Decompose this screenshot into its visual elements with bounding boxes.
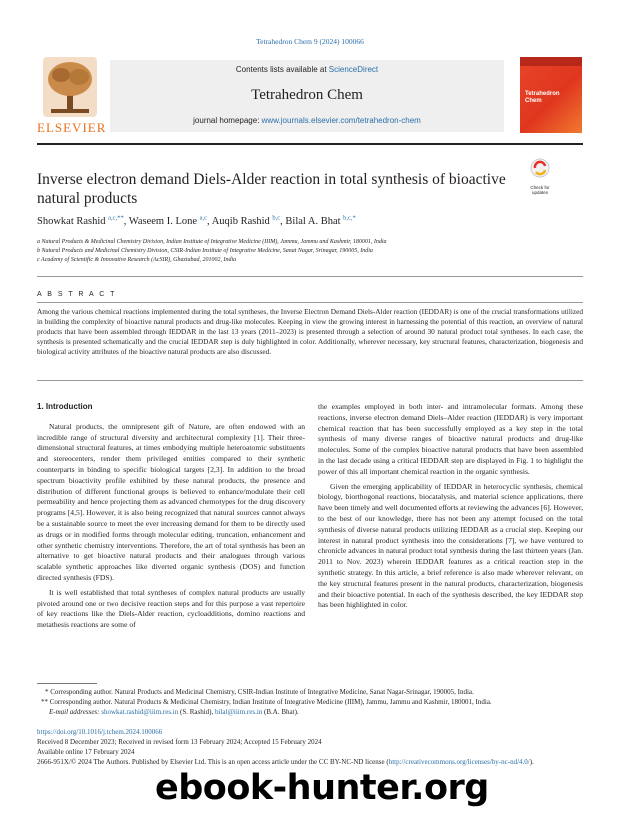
author-separator: , [280,215,286,227]
contents-prefix: Contents lists available at [235,65,327,74]
publisher-name: ELSEVIER [37,120,107,135]
footnote-2: ** Corresponding author. Natural Products & Medicinal Chemistry, Indian Institute of Integrative Medicine (IIIM), Jammu, Jammu and Kashmir, 180001, India. [41,698,492,706]
author-name: Showkat Rashid [37,215,106,227]
paragraph: It is well established that total syntheses of complex natural products are usually pivoted around one or two decisive reaction steps and for this purpose a vast repertoire of key reactions like the Diels-Alder reaction, cycloadditions, domino reactions and metathesis reactions are some of [37,587,305,630]
check-updates-icon [526,158,554,180]
homepage-line [110,116,504,125]
paragraph: Given the emerging applicability of IEDDAR in heterocyclic synthesis, chemical biology, biorthogonal reactions, biocatalysis, and material science applications, there have been timely and well documented efforts at reviewing the advances [6]. However, to the best of our knowledge, there has not been any attempt focused on the total synthesis of diverse natural products utilizing IEDDAR as a crucial step. Keeping our interest in natural product synthesis into the considerations [7], we have ventured to chronicle advances in natural product total synthesis during the last thirteen years (Jan. 2011 to Nov. 2023) wherein IEDDAR features as a critical reaction step in the synthetic strategy. In this article, a brief reference is also made wherever relevant, on the key structural features present in the natural products, characterization, biogenesis and their bioactive potential. In each of the synthesis described, the key IEDDAR step has been highlighted in color. [318,481,583,610]
watermark: ebook-hunter.org [155,768,489,808]
cover-title [525,91,560,105]
license-prefix: 2666-951X/© 2024 The Authors. Published by Elsevier Ltd. This is an open access article under the CC BY-NC-ND license ( [37,758,389,766]
footnote-1: * Corresponding author. Natural Products and Medicinal Chemistry, CSIR-Indian Institute of Integrative Medicine, Sanat Nagar-Srinagar, 190005, India. [45,688,474,696]
available-date: Available online 17 February 2024 [37,748,135,756]
author-separator: , [123,215,129,227]
license-link[interactable]: http://creativecommons.org/licenses/by-nc-nd/4.0/ [388,758,530,766]
email-link-1[interactable]: showkat.rashid@iiim.res.in [101,708,179,716]
affiliation-c: c Academy of Scientific & Innovative Research (AcSIR), Ghaziabad, 201002, India [37,257,237,263]
abstract-heading: A B S T R A C T [37,291,117,298]
footnote-rule [37,683,97,684]
article-metadata [37,727,583,767]
author-affil-marks[interactable]: b,c,* [343,214,356,221]
cover-title-line2: Chem [525,98,542,104]
check-updates-line2: updates [531,190,548,195]
footnotes [37,687,583,717]
section-heading: 1. Introduction [37,402,93,411]
check-updates-line1: Check for [530,185,550,190]
article-title: Inverse electron demand Diels-Alder reaction in total synthesis of bioactive natural products [37,171,506,207]
author-name: Waseem I. Lone [128,215,198,227]
author-separator: , [207,215,212,227]
author-affil-marks[interactable]: a,c,** [108,214,124,221]
sciencedirect-link[interactable]: ScienceDirect [328,65,379,74]
journal-masthead [110,60,504,132]
abstract-text: Among the various chemical reactions implemented during the total syntheses, the Inverse Electron Demand Diels-Alder reaction (IEDDAR) is one of the crucial transformations utilized in building the complexity of bioactive natural products and drug-like molecules. Keeping in view the growing interest in harnessing the potential of this reaction, an overview of natural products that have been assembled through IEDDAR in the last 13 years (2011–2023) is presented through a selection of around 30 natural product total syntheses. In each case, the synthesis is presented schematically and the crucial IEDDAR step is duly highlighted in color. Additionally, wherever necessary, key structural features, characterization, biogenesis and biological activity attributes of the bioactive natural products are also discussed. [37,307,583,356]
elsevier-logo[interactable] [37,57,107,135]
homepage-link[interactable]: www.journals.elsevier.com/tetrahedron-chem [261,116,421,125]
journal-cover-thumbnail[interactable] [520,57,582,133]
author-affil-marks[interactable]: a,c [199,214,208,221]
affiliation-a: a Natural Products & Medicinal Chemistry Division, Indian Institute of Integrative Medicine (IIIM), Jammu, Jammu and Kashmir, 180001, India [37,239,387,245]
email-label: E-mail addresses: [49,708,100,716]
email-link-2[interactable]: bilal@iiim.res.in [215,708,263,716]
affiliation-rule [37,276,583,277]
journal-title: Tetrahedron Chem [251,87,363,103]
license-line [37,757,583,767]
email-owner-2: (B.A. Bhat). [264,708,299,716]
header-rule [37,143,583,145]
cover-title-line1: Tetrahedron [525,91,560,97]
author-name: Bilal A. Bhat [285,215,341,227]
affiliation-b: b Natural Products and Medicinal Chemistry Division, CSIR-Indian Institute of Integrative Medicine, Sanat Nagar, Srinagar, 190005, India [37,248,373,254]
abstract-rule-top [37,302,583,303]
received-dates: Received 8 December 2023; Received in revised form 13 February 2024; Accepted 15 February 2024 [37,738,322,746]
body-column-right [318,402,583,611]
author-2[interactable] [129,216,212,227]
author-name: Auqib Rashid [211,215,270,227]
email-owner-1: (S. Rashid), [180,708,214,716]
email-line [37,707,583,717]
author-3[interactable] [212,216,286,227]
author-affil-marks[interactable]: b,c [272,214,281,221]
check-for-updates-button[interactable] [526,158,554,195]
elsevier-tree-icon [43,57,97,117]
author-list [37,214,583,227]
paragraph: Natural products, the omnipresent gift of Nature, are often endowed with an incredible range of structural diversity and architectural complexity [1]. Their three-dimensional structural features, at times embodying multiple heteroatomic substituents and stereocenters, render them privileged entities compared to their synthetic counterparts in binding to specific biological targets [2,3]. In addition to the broad spectrum bioactivity profile exhibited by these natural products, the presence and distribution of different functional groups is believed to enhance/modulate their cell permeability and hence projecting them as advanced chemotypes for the drug discovery programs [4,5]. However, it is also being recognized that natural sources cannot always be a sustainable source to meet the ever increasing demand for them to be directly used as drugs or in modified forms through molecular editing, truncation, enhancement and other synthetic chemistry interventions. Therefore, the art of total synthesis has been an alternative to get bioactive natural products and their analogues through various scalable synthetic approaches like diverted organic synthesis (DOS) and function directed synthesis (FDS). [37,421,305,582]
body-column-left [37,402,305,631]
abstract-rule-bottom [37,380,583,381]
license-suffix: ). [529,758,534,766]
journal-reference[interactable]: Tetrahedron Chem 9 (2024) 100066 [256,37,364,46]
doi-link[interactable]: https://doi.org/10.1016/j.tchem.2024.100066 [37,728,163,736]
contents-line [110,65,504,74]
cover-strip [520,57,582,66]
author-4[interactable] [285,216,355,227]
author-1[interactable] [37,216,129,227]
homepage-prefix: journal homepage: [193,116,260,125]
paragraph: the examples employed in both inter- and intramolecular formats. Among these reactions, inverse electron demand Diels–Alder reaction (IEDDAR) is very important chemical reaction that has been successfully employed as a key step in the total synthesis of many diverse ranges of bioactive natural products and drug-like molecules. Some of the complex bioactive natural products that have been assembled in the last decade using a critical IEDDAR step are displayed in Fig. 1 to highlight the power of this all important chemical reaction in the organic synthesis. [318,402,583,476]
